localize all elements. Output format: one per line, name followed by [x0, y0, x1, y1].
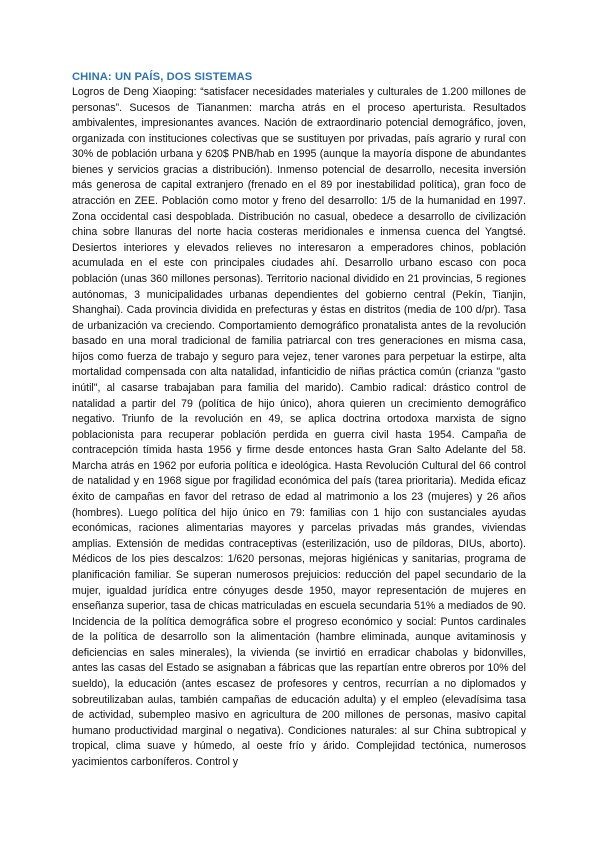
document-content: [72, 70, 526, 770]
document-title: CHINA: UN PAÍS, DOS SISTEMAS: [72, 71, 253, 83]
document-body-paragraph: Logros de Deng Xiaoping: “satisfacer necesidades materiales y culturales de 1.200 millones de personas”. Sucesos de Tiananmen: marcha atrás en el proceso aperturista. Resultados ambivalentes, impresionantes avances. Nación de extraordinario potencial demográfico, joven, organizada con instituciones colectivas que se sustituyen por privadas, país agrario y rural con 30% de población urbana y 620$ PNB/hab en 1995 (aunque la mayoría dispone de abundantes bienes y servicios gracias a distribución). Inmenso potencial de desarrollo, necesita inversión más generosa de capital extranjero (frenado en el 89 por inestabilidad política), gran foco de atracción en ZEE. Población como motor y freno del desarrollo: 1/5 de la humanidad en 1997. Zona occidental casi despoblada. Distribución no casual, obedece a desarrollo de civilización china sobre llanuras del norte hacia costeras meridionales e inmensa cuenca del Yangtsé. Desiertos interiores y elevados relieves no interesaron a emperadores chinos, población acumulada en el este con principales ciudades ahí. Desarrollo urbano escaso con poca población (unas 360 millones personas). Territorio nacional dividido en 21 provincias, 5 regiones autónomas, 3 municipalidades urbanas dependientes del gobierno central (Pekín, Tianjin, Shanghai). Cada provincia dividida en prefecturas y éstas en distritos (media de 100 d/pr). Tasa de urbanización va creciendo. Comportamiento demográfico pronatalista antes de la revolución basado en una moral tradicional de familia patriarcal con tres generaciones en misma casa, hijos como fuerza de trabajo y seguro para vejez, tener varones para perpetuar la estirpe, alta mortalidad compensada con alta natalidad, infanticidio de niñas práctica común (crianza "gasto inútil", al casarse trabajaban para familia del marido). Cambio radical: drástico control de natalidad a partir del 79 (política de hijo único), ahora quieren un crecimiento demográfico negativo. Triunfo de la revolución en 49, se aplica doctrina ortodoxa marxista de signo poblacionista para recuperar población perdida en guerra civil hasta 1954. Campaña de contracepción tímida hasta 1956 y firme desde entonces hasta Gran Salto Adelante del 58. Marcha atrás en 1962 por euforia política e ideológica. Hasta Revolución Cultural del 66 control de natalidad y en 1968 sigue por fragilidad económica del país (tarea prioritaria). Medida eficaz éxito de campañas en favor del retraso de edad al matrimonio a los 23 (mujeres) y 26 años (hombres). Luego política del hijo único en 79: familias con 1 hijo con sustanciales ayudas económicas, raciones alimentarias mayores y parcelas privadas más grandes, viviendas amplias. Extensión de medidas contraceptivas (esterilización, uso de píldoras, DIUs, aborto). Médicos de los pies descalzos: 1/620 personas, mejoras higiénicas y sanitarias, programa de planificación familiar. Se superan numerosos prejuicios: reducción del papel secundario de la mujer, igualdad jurídica entre cónyuges desde 1950, mayor representación de mujeres en enseñanza superior, tasa de chicas matriculadas en escuela secundaria 51% a mediados de 90. Incidencia de la política demográfica sobre el progreso económico y social: Puntos cardinales de la política de desarrollo son la alimentación (hambre eliminada, aunque avitaminosis y deficiencias en sales minerales), la vivienda (se invirtió en erradicar chabolas y bidonvilles, antes las casas del Estado se asignaban a fábricas que las repartían entre obreros por 10% del sueldo), la educación (antes escasez de profesores y centros, recurrían a no diplomados y sobreutilizaban aulas, también campañas de educación adulta) y el empleo (elevadísima tasa de actividad, subempleo masivo en agricultura de 200 millones de personas, masivo capital humano productividad marginal o negativa). Condiciones naturales: al sur China subtropical y tropical, clima suave y húmedo, al oeste frío y árido. Complejidad tectónica, numerosos yacimientos carboníferos. Control y: [72, 86, 526, 768]
